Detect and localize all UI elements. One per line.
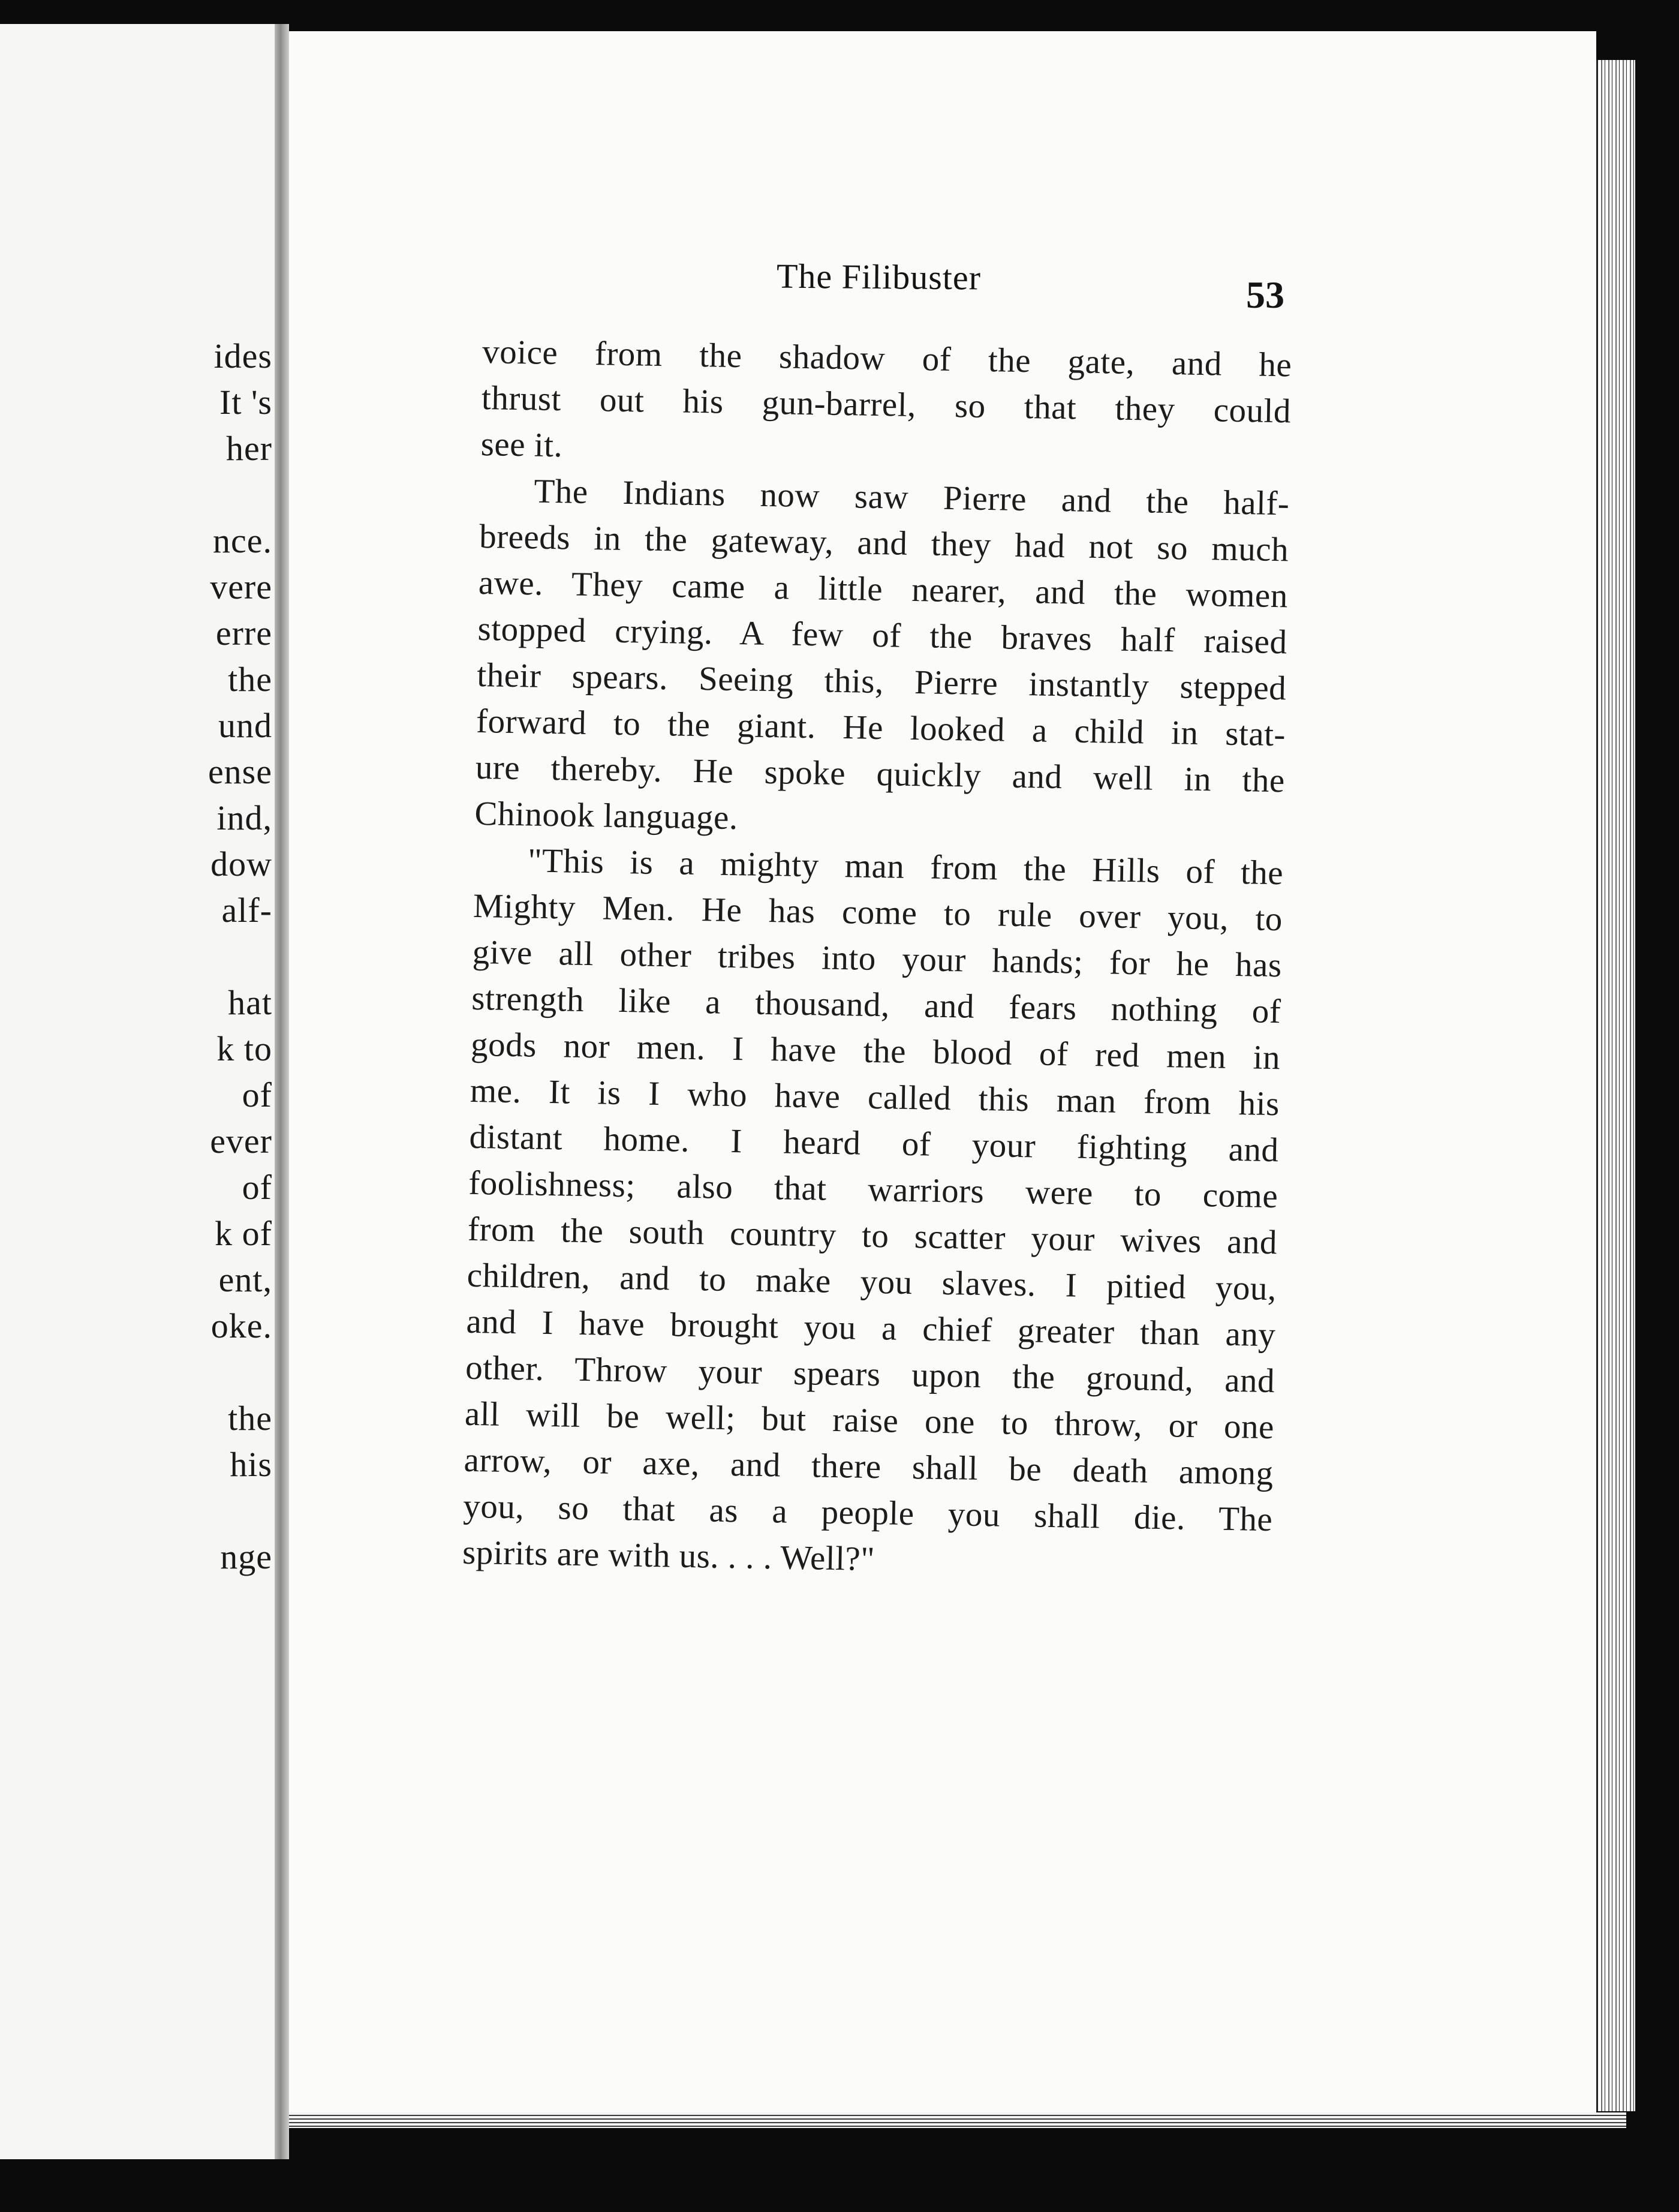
- text-line: forward to the giant. He looked a child in stat-: [476, 702, 1286, 754]
- left-page-line-fragment: und: [218, 706, 272, 745]
- left-page-line-fragment: k to: [216, 1029, 272, 1068]
- left-page: [0, 24, 278, 2159]
- left-page-line-fragment: his: [230, 1445, 272, 1484]
- left-page-line-fragment: k of: [215, 1214, 272, 1253]
- text-line: "This is a mighty man from the Hills of the: [527, 841, 1284, 892]
- text-line: awe. They came a little nearer, and the women: [478, 563, 1289, 615]
- text-line: you, so that as a people you shall die. The: [462, 1487, 1273, 1539]
- page-edges: [1596, 60, 1635, 2111]
- left-page-line-fragment: nge: [220, 1537, 272, 1576]
- bottom-page-edge: [289, 2112, 1626, 2128]
- left-page-line-fragment: her: [225, 429, 272, 468]
- book-gutter: [275, 24, 289, 2159]
- page-number: 53: [1246, 274, 1284, 316]
- text-line: see it.: [480, 425, 563, 465]
- text-line: children, and to make you slaves. I pitied you,: [467, 1256, 1277, 1308]
- left-page-line-fragment: ever: [210, 1122, 272, 1161]
- left-page-line-fragment: of: [242, 1168, 272, 1207]
- left-page-line-fragment: of: [242, 1075, 272, 1114]
- text-line: gods nor men. I have the blood of red men in: [470, 1025, 1281, 1077]
- text-line: ure thereby. He spoke quickly and well in the: [475, 748, 1286, 800]
- text-line: stopped crying. A few of the braves half raised: [477, 609, 1288, 662]
- left-page-line-fragment: ense: [207, 752, 272, 791]
- left-page-line-fragment: nce.: [213, 521, 272, 560]
- running-head: The Filibuster: [776, 256, 982, 297]
- text-line: Chinook language.: [474, 794, 739, 837]
- left-page-line-fragment: ind,: [216, 798, 272, 837]
- text-line: their spears. Seeing this, Pierre instantly stepped: [476, 656, 1287, 708]
- text-line: thrust out his gun-barrel, so that they could: [481, 378, 1292, 431]
- left-page-line-fragment: ides: [213, 336, 272, 375]
- text-line: distant home. I heard of your fighting and: [469, 1117, 1279, 1170]
- text-line: give all other tribes into your hands; for he has: [472, 933, 1283, 985]
- left-page-line-fragment: It 's: [219, 383, 272, 422]
- text-line: strength like a thousand, and fears nothing of: [471, 979, 1281, 1031]
- text-line: voice from the shadow of the gate, and he: [482, 332, 1292, 384]
- text-line: from the south country to scatter your wives and: [467, 1210, 1278, 1262]
- text-line: other. Throw your spears upon the ground, and: [465, 1348, 1275, 1400]
- text-line: me. It is I who have called this man from his: [470, 1071, 1280, 1123]
- left-page-line-fragment: hat: [228, 983, 272, 1022]
- left-page-line-fragment: oke.: [210, 1306, 272, 1345]
- left-page-line-fragment: alf-: [221, 891, 272, 930]
- text-line: spirits are with us. . . . Well?": [462, 1533, 875, 1579]
- left-page-line-fragment: the: [228, 1399, 272, 1438]
- text-line: foolishness; also that warriors were to come: [468, 1164, 1278, 1216]
- body-text: [462, 329, 1292, 1589]
- text-line: Mighty Men. He has come to rule over you, to: [473, 886, 1283, 939]
- left-page-line-fragment: vere: [210, 567, 272, 606]
- left-page-line-fragment: ent,: [218, 1260, 272, 1299]
- left-page-line-fragment: the: [228, 660, 272, 699]
- text-line: The Indians now saw Pierre and the half-: [533, 472, 1290, 523]
- left-page-line-fragment: erre: [215, 614, 272, 653]
- text-line: and I have brought you a chief greater than any: [466, 1302, 1276, 1354]
- text-line: breeds in the gateway, and they had not so much: [479, 517, 1289, 569]
- text-line: arrow, or axe, and there shall be death among: [464, 1441, 1274, 1493]
- left-page-line-fragment: dow: [210, 844, 272, 883]
- text-line: all will be well; but raise one to throw, or one: [464, 1394, 1275, 1447]
